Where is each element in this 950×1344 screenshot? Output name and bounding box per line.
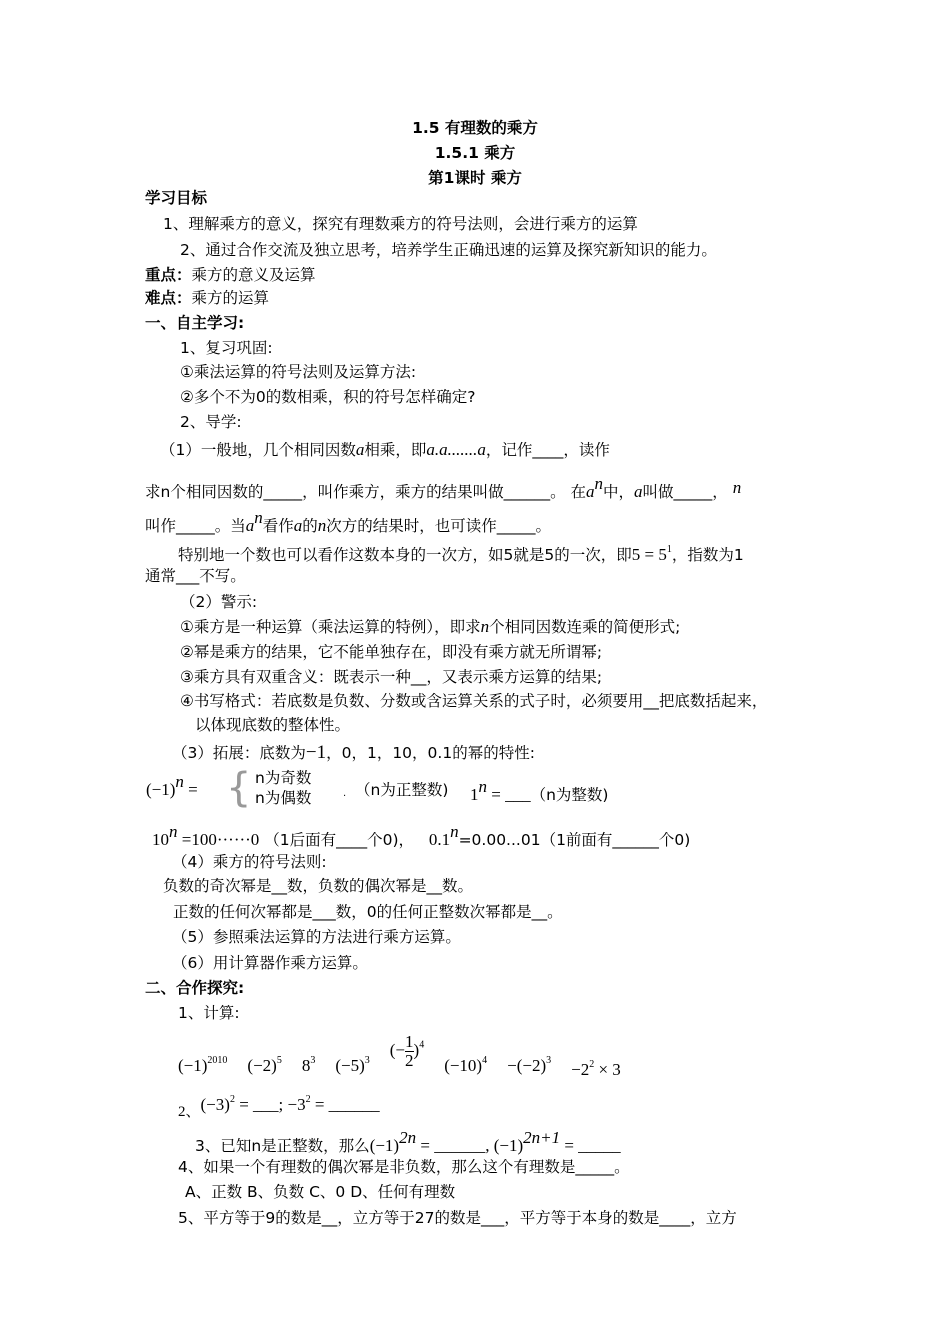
warning-4: ④书写格式：若底数是负数、分数或含运算关系的式子时，必须要用__把底数括起来，: [180, 692, 768, 710]
math: = ___: [487, 785, 531, 804]
difficulty-label: 难点：: [145, 289, 192, 307]
section-2-heading: 二、合作探究:: [145, 979, 245, 997]
ten-power: [152, 822, 690, 850]
review-1: ①乘法运算的符号法则及运算方法:: [180, 363, 417, 381]
expression-list: [178, 1031, 621, 1088]
exp: 5: [276, 1054, 282, 1066]
var: n: [732, 478, 742, 497]
doc-title: 1.5 有理数的乘方: [412, 119, 538, 137]
question-3: [195, 1128, 621, 1156]
guide-p2: [145, 474, 741, 502]
math: (−3): [200, 1095, 230, 1114]
guide-p5: 通常___不写。: [145, 567, 246, 585]
exp: n: [169, 822, 178, 841]
text: 特别地一个数也可以看作这数本身的一次方，如5就是5的一次，即: [178, 546, 632, 564]
brace-icon: {: [226, 765, 252, 811]
exp: 2n: [399, 1128, 417, 1147]
calc-6: （6）用计算器作乘方运算。: [172, 954, 368, 972]
math: (−2): [247, 1055, 277, 1075]
text: （1）一般地，几个相同因数: [160, 441, 356, 459]
exp: 2010: [207, 1054, 228, 1066]
exp: n: [175, 772, 184, 791]
var: n: [480, 617, 490, 636]
expr-5: [390, 1033, 424, 1070]
text: （1后面有____个0)，: [264, 831, 415, 849]
var: a: [293, 516, 303, 535]
neg-one-power: [146, 772, 198, 800]
text: 求n个相同因数的_____，叫作乘方，乘方的结果叫做______。 在: [145, 483, 587, 501]
goal-2: 2、通过合作交流及独立思考，培养学生正确迅速的运算及探究新知识的能力。: [180, 241, 717, 259]
var: a: [586, 482, 595, 501]
sign-rule-2: 正数的任何次幂都是___数，0的任何正整数次幂都是__。: [173, 903, 563, 921]
math: 5 = 5: [631, 545, 667, 564]
expr-2: [247, 1051, 281, 1076]
math: (−: [389, 1039, 406, 1059]
math: = ______, (−1): [416, 1136, 524, 1155]
key-label: 重点：: [145, 266, 192, 284]
text: ①乘方是一种运算（乘法运算的特例），即求: [180, 618, 481, 636]
var: a: [245, 516, 255, 535]
math: −(−2): [507, 1055, 547, 1075]
case-even: n为偶数: [255, 789, 312, 807]
text: 的: [302, 517, 318, 535]
text: 次方的结果时，也可读作_____。: [326, 517, 552, 535]
var: n: [317, 516, 327, 535]
goal-1: 1、理解乘方的意义，探究有理数乘方的符号法则，会进行乘方的运算: [163, 215, 638, 233]
guide-p3: [145, 508, 551, 536]
text: （3）拓展：底数为: [172, 744, 306, 762]
math: (−1): [178, 1055, 208, 1075]
exp: 3: [546, 1054, 552, 1066]
exp: 3: [310, 1054, 316, 1066]
expr-6: [444, 1051, 487, 1076]
math: 8: [301, 1055, 311, 1075]
text: =0.00...01（1前面有______个0): [458, 831, 691, 849]
sign-rule-heading: （4）乘方的符号法则:: [172, 853, 327, 871]
math: =: [183, 780, 198, 799]
lesson-title: 第1课时 乘方: [428, 169, 522, 187]
exp: n: [478, 777, 487, 796]
math: −1: [305, 742, 327, 763]
guide-p4: [178, 540, 744, 565]
expr-7: [507, 1051, 551, 1076]
math: × 3: [594, 1059, 621, 1079]
text: 2、: [178, 1104, 201, 1120]
dot: .: [343, 788, 347, 799]
var: a: [634, 482, 643, 501]
question-5: 5、平方等于9的数是__，立方等于27的数是___，平方等于本身的数是____，立方: [178, 1209, 737, 1227]
math: = ______: [310, 1095, 380, 1114]
section-1-heading: 一、自主学习:: [145, 314, 245, 332]
question-4-options: A、正数 B、负数 C、0 D、任何有理数: [185, 1183, 456, 1201]
guide-heading: 2、导学:: [180, 413, 242, 431]
exp: n: [450, 822, 459, 841]
text: ，0，1，10，0.1的幂的特性:: [326, 744, 535, 762]
text: 叫做_____，: [642, 483, 728, 501]
numerator: 1: [405, 1031, 414, 1051]
text: 中，: [603, 483, 635, 501]
text: 相乘，即: [364, 441, 427, 459]
fraction: [405, 1033, 414, 1070]
positive-int-note: （n为正整数): [355, 781, 449, 799]
exp: 3: [364, 1054, 370, 1066]
text: 个相同因数连乘的简便形式;: [489, 618, 681, 636]
math: (−10): [444, 1055, 483, 1075]
exp: 2n+1: [523, 1128, 561, 1147]
goals-heading: 学习目标: [145, 189, 208, 207]
exp: 2: [305, 1094, 311, 1105]
key-point: [145, 265, 316, 285]
exp: 4: [419, 1038, 425, 1050]
review-2: ②多个不为0的数相乘，积的符号怎样确定?: [180, 388, 476, 406]
warning-3: ③乘方具有双重含义：既表示一种__，又表示乘方运算的结果;: [180, 668, 603, 686]
question-1: 1、计算:: [178, 1004, 240, 1022]
text: ，记作____，读作: [485, 441, 610, 459]
var: a: [355, 440, 365, 459]
math: = _____: [560, 1136, 621, 1155]
expr-3: [302, 1051, 316, 1076]
exp: 2: [589, 1058, 595, 1070]
math: ): [413, 1039, 420, 1059]
warning-5: 以体现底数的整体性。: [195, 716, 351, 734]
guide-p1: [160, 440, 610, 460]
expr-1: [178, 1051, 227, 1076]
question-4: 4、如果一个有理数的偶次幂是非负数，那么这个有理数是_____。: [178, 1158, 630, 1176]
sign-rule-1: 负数的奇次幂是__数，负数的偶次幂是__数。: [163, 877, 474, 895]
text: 看作: [262, 517, 294, 535]
denominator: 2: [405, 1050, 414, 1070]
warning-2: ②幂是乘方的结果，它不能单独存在，即没有乘方就无所谓幂;: [180, 643, 603, 661]
math: 1: [470, 785, 479, 804]
text: 叫作_____。当: [145, 517, 246, 535]
math: (−1): [369, 1136, 400, 1155]
calc-5: （5）参照乘法运算的方法进行乘方运算。: [172, 928, 461, 946]
math: =100······0: [177, 830, 260, 849]
review-heading: 1、复习巩固:: [180, 339, 273, 357]
exp: 4: [482, 1054, 488, 1066]
var: a.a.......a: [426, 440, 486, 459]
math: 10: [152, 830, 169, 849]
difficulty-text: 乘方的运算: [191, 289, 270, 307]
doc-subtitle: 1.5.1 乘方: [434, 144, 516, 162]
exp: n: [594, 474, 604, 493]
warning-1: [180, 617, 680, 637]
math: −2: [571, 1059, 590, 1079]
text: （n为整数): [530, 786, 609, 804]
exp: 1: [666, 544, 672, 555]
math: (−5): [335, 1055, 365, 1075]
question-2: [178, 1090, 380, 1120]
exp: n: [254, 508, 263, 527]
case-odd: n为奇数: [255, 769, 312, 787]
extension-heading: [172, 743, 535, 763]
expr-8: [571, 1055, 621, 1080]
text: 3、已知n是正整数，那么: [195, 1137, 370, 1155]
one-power: [470, 777, 608, 805]
key-text: 乘方的意义及运算: [191, 266, 316, 284]
text: ，指数为1: [671, 546, 744, 564]
math: 0.1: [428, 830, 451, 849]
warning-heading: （2）警示:: [180, 593, 258, 611]
exp: 2: [229, 1094, 235, 1105]
expr-4: [335, 1051, 369, 1076]
difficulty: [145, 288, 269, 308]
math: = ___; −3: [234, 1095, 306, 1114]
math: (−1): [146, 780, 176, 799]
